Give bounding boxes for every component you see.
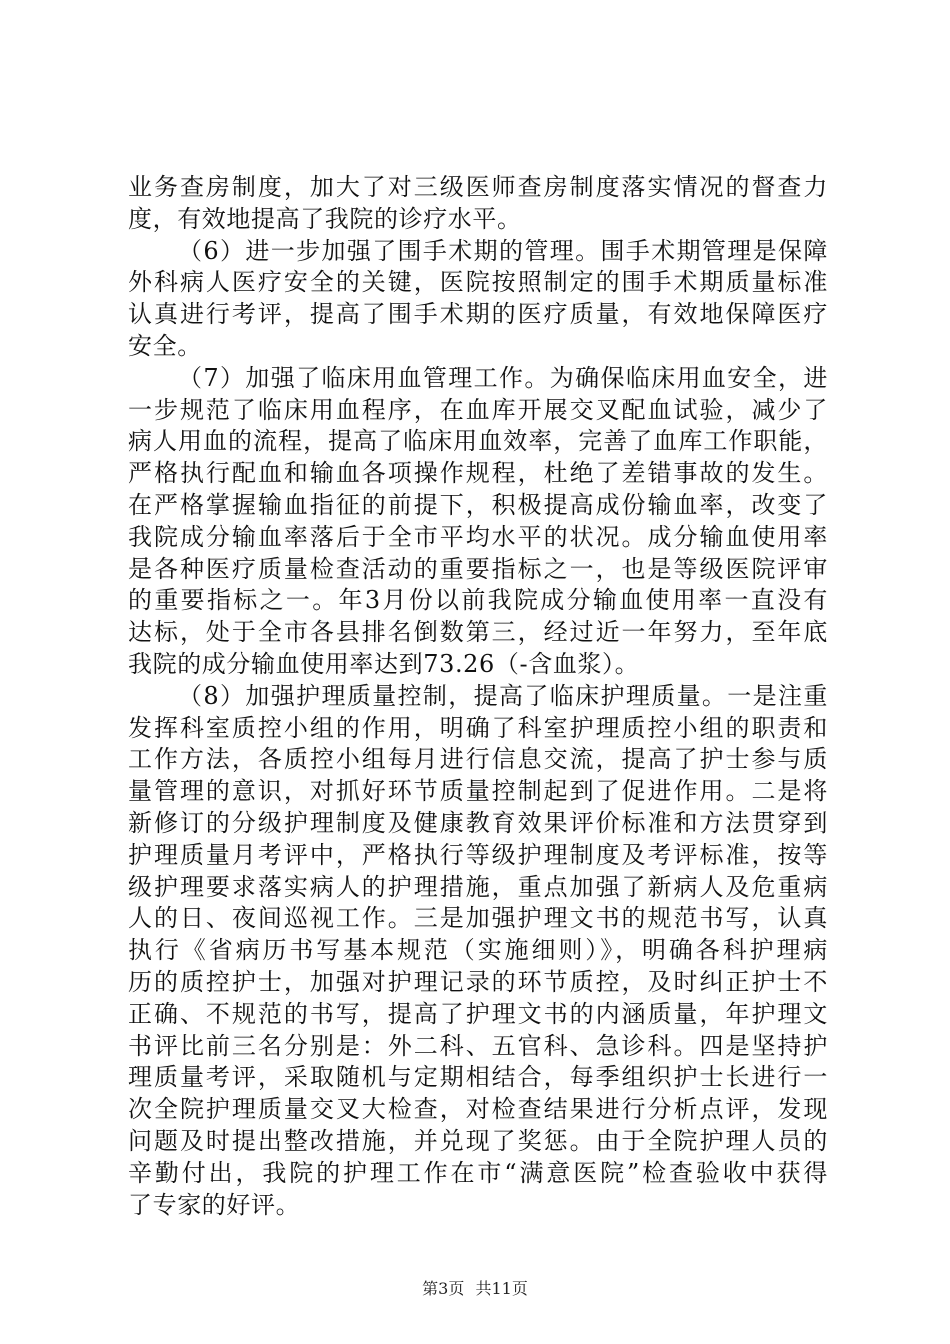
page-total: 共11页 (475, 1279, 528, 1298)
text-line: 执行《省病历书写基本规范（实施细则）》，明确各科护理病 (128, 936, 828, 965)
text-line: 护理质量月考评中，严格执行等级护理制度及考评标准，按等 (128, 840, 828, 869)
text-line: 正确、不规范的书写，提高了护理文书的内涵质量，年护理文 (128, 999, 828, 1028)
text-line: 人的日、夜间巡视工作。三是加强护理文书的规范书写，认真 (128, 904, 828, 933)
document-body (128, 172, 828, 1221)
text-line: 级护理要求落实病人的护理措施，重点加强了新病人及危重病 (128, 872, 828, 901)
text-line: 一步规范了临床用血程序，在血库开展交叉配血试验，减少了 (128, 395, 828, 424)
text-line: 书评比前三名分别是：外二科、五官科、急诊科。四是坚持护 (128, 1031, 828, 1060)
text-line: 工作方法，各质控小组每月进行信息交流，提高了护士参与质 (128, 745, 828, 774)
text-line: 辛勤付出，我院的护理工作在市“满意医院”检查验收中获得 (128, 1158, 828, 1187)
text-line: 认真进行考评，提高了围手术期的医疗质量，有效地保障医疗 (128, 300, 828, 329)
text-line: 理质量考评，采取随机与定期相结合，每季组织护士长进行一 (128, 1063, 828, 1092)
page-number: 第3页 (422, 1279, 465, 1298)
text-line: （6）进一步加强了围手术期的管理。围手术期管理是保障 (178, 236, 828, 265)
text-line: 新修订的分级护理制度及健康教育效果评价标准和方法贯穿到 (128, 808, 828, 837)
page-footer (0, 1278, 950, 1300)
text-line: 发挥科室质控小组的作用，明确了科室护理质控小组的职责和 (128, 713, 828, 742)
text-line: 达标，处于全市各县排名倒数第三，经过近一年努力，至年底 (128, 618, 828, 647)
text-line: 严格执行配血和输血各项操作规程，杜绝了差错事故的发生。 (128, 459, 828, 488)
text-line: 病人用血的流程，提高了临床用血效率，完善了血库工作职能， (128, 427, 828, 456)
text-line: 是各种医疗质量检查活动的重要指标之一，也是等级医院评审 (128, 554, 828, 583)
text-line: 在严格掌握输血指征的前提下，积极提高成份输血率，改变了 (128, 490, 828, 519)
text-line: 问题及时提出整改措施，并兑现了奖惩。由于全院护理人员的 (128, 1126, 828, 1155)
text-line: 度，有效地提高了我院的诊疗水平。 (128, 204, 522, 233)
text-line: 次全院护理质量交叉大检查，对检查结果进行分析点评，发现 (128, 1095, 828, 1124)
text-line: 我院的成分输血使用率达到73.26（-含血浆）。 (128, 649, 640, 678)
text-line: 外科病人医疗安全的关键，医院按照制定的围手术期质量标准 (128, 268, 828, 297)
text-line: 了专家的好评。 (128, 1190, 301, 1219)
text-line: 量管理的意识，对抓好环节质量控制起到了促进作用。二是将 (128, 777, 828, 806)
text-line: 安全。 (128, 331, 202, 360)
text-line: 的重要指标之一。年3月份以前我院成分输血使用率一直没有 (128, 586, 828, 615)
text-line: （8）加强护理质量控制，提高了临床护理质量。一是注重 (178, 681, 828, 710)
text-line: 历的质控护士，加强对护理记录的环节质控，及时纠正护士不 (128, 967, 828, 996)
text-line: （7）加强了临床用血管理工作。为确保临床用血安全，进 (178, 363, 828, 392)
text-line: 业务查房制度，加大了对三级医师查房制度落实情况的督查力 (128, 173, 828, 201)
text-line: 我院成分输血率落后于全市平均水平的状况。成分输血使用率 (128, 522, 828, 551)
